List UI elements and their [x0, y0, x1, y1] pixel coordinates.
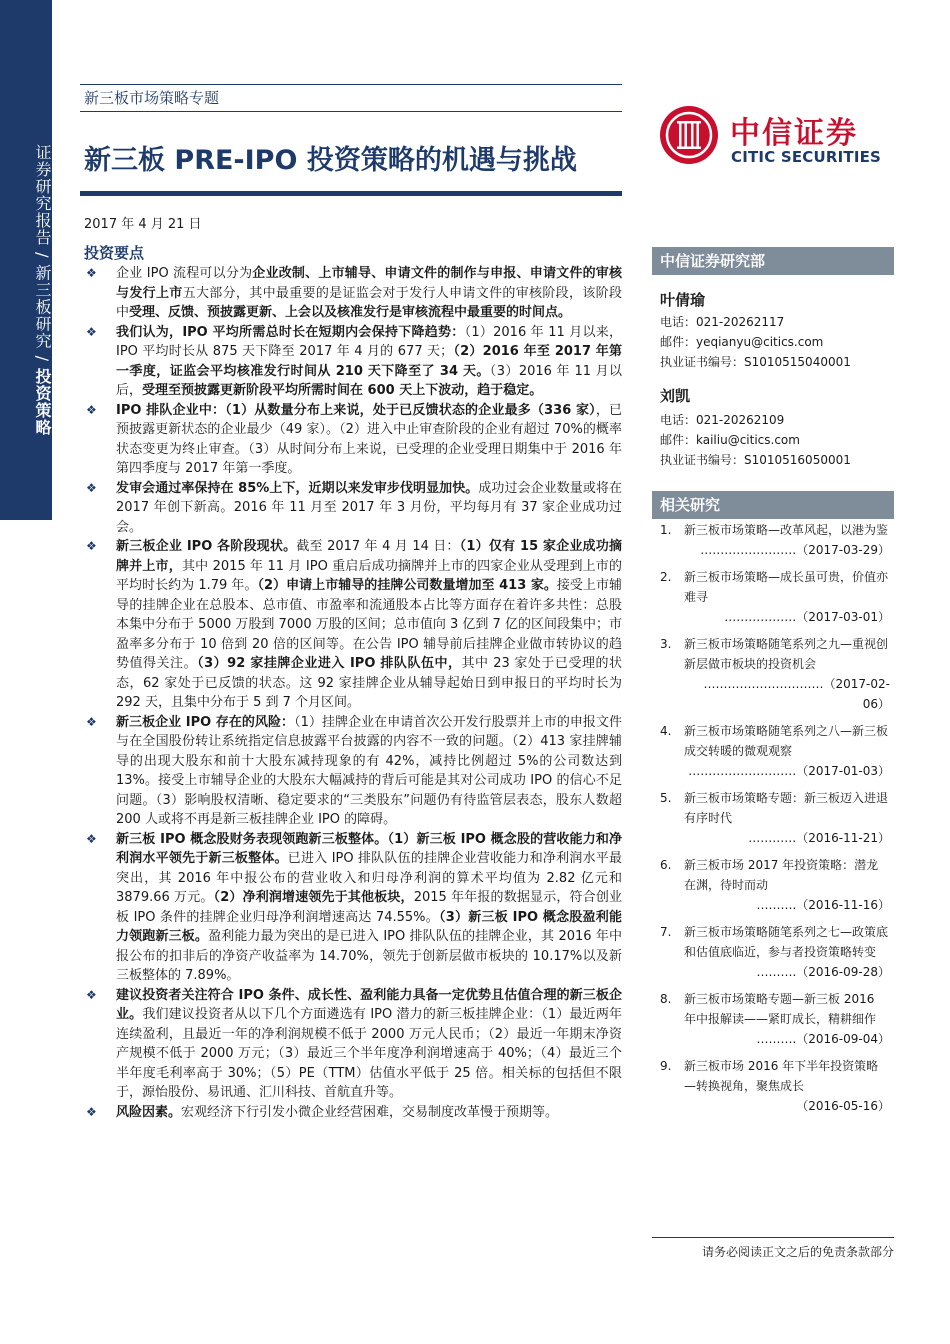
related-item[interactable]: [660, 520, 890, 560]
summary-bullet: [84, 713, 622, 830]
related-item-date: （2016-05-16）: [796, 1099, 890, 1113]
bullet-text: 企业 IPO 流程可以分为: [116, 266, 253, 281]
bullet-bold-text: 企业改制、上市辅导、申请文件的制作与申报、申请文件的审核与发行上市: [116, 266, 622, 301]
summary-bullet: [84, 1103, 622, 1123]
bullet-bold-text: 新三板 IPO 概念股财务表现领跑新三板整体。（1）新三板 IPO 概念股的营收能力和净利润水平领先于新三板整体。: [116, 831, 622, 866]
related-item-number: 7.: [660, 925, 672, 939]
related-item-title: 新三板市场策略专题—新三板 2016 年中报解读——紧盯成长，精耕细作: [684, 992, 877, 1026]
bullet-text: 盈利能力最为突出的是已进入 IPO 排队队伍的挂牌企业，其 2016 年中报公布的扣非后的净资产收益率为 14.70%，领先于创新层做市板块的 10.17%以及新三板整体的 7.89%。: [116, 929, 622, 983]
citic-logo: [658, 104, 894, 168]
related-item-date: ………………………（2017-01-03）: [688, 764, 890, 778]
diamond-bullet-icon: ❖: [86, 480, 97, 495]
bullet-text: 2015 年年报的数据显示，符合创业板 IPO 条件的挂牌企业归母净利润增速高达 74.55%。: [116, 890, 623, 925]
sidebar-part-1: 证券研究报告: [33, 143, 52, 246]
series-rule: [80, 111, 622, 112]
summary-bullet: [84, 830, 622, 986]
bullet-bold-text: （1）仅有 15 家企业成功摘牌并上市，: [116, 539, 622, 574]
summary-bullet: [84, 401, 622, 479]
bullet-bold-text: （2）申请上市辅导的挂牌公司数量增加至 413 家。: [257, 578, 557, 593]
related-item-title: 新三板市场策略随笔系列之七—政策底和估值底临近，参与者投资策略转变: [684, 925, 889, 959]
analyst-email[interactable]: 邮件：yeqianyu@citics.com: [660, 335, 824, 349]
top-rule: [80, 84, 622, 85]
related-item-date: ………………（2017-03-01）: [724, 610, 890, 624]
citic-logo-icon: [658, 104, 720, 166]
bullet-text: 其中 23 家处于已受理的状态，62 家处于已反馈的状态。这 92 家挂牌企业从辅导起始日到申报日的平均时长为 292 天，且集中分布于 5 到 7 个月区间。: [116, 656, 622, 710]
bullet-text: 成功过会企业数量或将在 2017 年创下新高。2016 年 11 月至 2017 年 3 月份，平均每月有 37 家企业成功过会。: [116, 480, 622, 535]
related-item-number: 9.: [660, 1059, 672, 1073]
series-label: 新三板市场策略专题: [84, 89, 220, 107]
summary-bullet: [84, 323, 622, 401]
related-item-date: …………………………（2017-02-06）: [703, 677, 890, 711]
related-item-title: 新三板市场策略随笔系列之九—重视创新层做市板块的投资机会: [684, 637, 889, 671]
logo-english-name: CITIC SECURITIES: [731, 148, 882, 166]
diamond-bullet-icon: ❖: [86, 539, 97, 553]
related-research-heading: 相关研究: [652, 491, 894, 519]
bullet-text: 接受上市辅导的挂牌企业在总股本、总市值、市盈率和流通股本占比等方面存在着许多共性：总股本集中分布于 5000 万股到 7000 万股的区间；总市值向 3 亿到 7 亿的区间段集中；市盈率多分布于 10 倍到 20 倍的区间等。在公告 IPO 辅导前后挂牌企业做市转协议的趋势值得关注。: [116, 578, 622, 671]
diamond-bullet-icon: ❖: [86, 1104, 97, 1119]
related-item[interactable]: [660, 788, 890, 848]
bullet-bold-text: 风险因素。: [116, 1104, 182, 1120]
bullet-bold-text: 新三板企业 IPO 各阶段现状。: [116, 539, 297, 554]
sidebar-part-3: 投资策略: [33, 368, 52, 437]
bullet-text: 五大部分，其中最重要的是证监会对于发行人申请文件的审核阶段，该阶段中: [116, 285, 622, 320]
diamond-bullet-icon: ❖: [86, 831, 97, 846]
related-item-title: 新三板市场 2016 年下半年投资策略—转换视角，聚焦成长: [684, 1059, 879, 1093]
title-rule: [80, 191, 622, 196]
diamond-bullet-icon: ❖: [86, 714, 97, 729]
related-item-number: 6.: [660, 858, 672, 872]
bullet-text: 截至 2017 年 4 月 14 日：: [296, 539, 460, 554]
bullet-bold-text: 建议投资者关注符合 IPO 条件、成长性、盈利能力具备一定优势且估值合理的新三板企业。: [116, 987, 622, 1022]
related-item-title: 新三板市场策略专题：新三板迈入进退有序时代: [684, 791, 889, 825]
summary-bullet: [84, 986, 622, 1103]
related-item-date: ……….（2016-09-28）: [756, 965, 890, 979]
related-item-number: 2.: [660, 570, 672, 584]
bullet-bold-text: （3）新三板 IPO 概念股盈利能力领跑新三板。: [116, 909, 623, 944]
related-item[interactable]: [660, 1056, 890, 1116]
bullet-text: （1）挂牌企业在申请首次公开发行股票并上市的申报文件与在全国股份转让系统指定信息披露平台披露的内容不一致的问题。（2）413 家挂牌辅导的出现大股东和前十大股东减持现象的有 42%，减持比例超过 5%的公司数达到 13%。接受上市辅导企业的大股东大幅减持的背后可能是其对公司成功 IPO 的信心不足问题。（3）影响股权清晰、稳定要求的“三类股东”问题仍有待监管层表态，股东人数超 200 人或将不再是新三板挂牌企业 IPO 的障碍。: [116, 714, 623, 827]
analyst-email[interactable]: 邮件：kailiu@citics.com: [660, 433, 800, 447]
diamond-bullet-icon: ❖: [86, 987, 97, 1002]
related-item[interactable]: [660, 567, 890, 627]
summary-bullet: [84, 479, 622, 538]
related-item[interactable]: [660, 855, 890, 915]
related-item-date: ……………………（2017-03-29）: [700, 543, 890, 557]
bullet-text: 我们建议投资者从以下几个方面遴选有 IPO 潜力的新三板挂牌企业：（1）最近两年连续盈利，且最近一年的净利润规模不低于 2000 万元人民币；（2）最近一年期末净资产规模不低于 2000 万元；（3）最近三个半年度净利润增速高于 40%；（4）最近三个半年度毛利率高于 30%；（5）PE（TTM）估值水平低于 25 倍。相关标的包括但不限于，源怡股份、易讯通、汇川科技、首航直升等。: [116, 1007, 622, 1100]
analyst-name: 刘凯: [660, 387, 691, 405]
research-dept-heading: 中信证券研究部: [652, 247, 894, 275]
page-title: 新三板 PRE-IPO 投资策略的机遇与挑战: [84, 145, 577, 176]
related-item[interactable]: [660, 721, 890, 781]
related-item-title: 新三板市场策略—改革风起，以港为鉴: [684, 523, 889, 537]
related-item-title: 新三板市场策略随笔系列之八—新三板成交转暖的微观观察: [684, 724, 889, 758]
related-item-title: 新三板市场策略—成长虽可贵，价值亦难寻: [684, 570, 889, 604]
bullet-text: ，已预披露更新状态的企业最少（49 家）。（2）进入中止审查阶段的企业有超过 70%的概率状态变更为终止审查。（3）从时间分布上来说，已受理的企业受理日期集中于 2016 年第四季度与 2017 年第一季度。: [116, 402, 622, 476]
bullet-text: （1）2016 年 11 月以来，IPO 平均时长从 875 天下降至 2017 年 4 月的 677 天；: [116, 324, 622, 359]
report-date: 2017 年 4 月 21 日: [84, 217, 202, 232]
diamond-bullet-icon: ❖: [86, 266, 97, 280]
analyst-phone: 电话：021-20262117: [660, 315, 785, 329]
related-item-title: 新三板市场 2017 年投资策略：潜龙在渊，待时而动: [684, 858, 879, 892]
footer-rule: [652, 1237, 894, 1238]
related-item-number: 5.: [660, 791, 672, 805]
related-item[interactable]: [660, 922, 890, 982]
sidebar-sep-2: /: [33, 349, 52, 369]
logo-chinese-name: 中信证券: [730, 116, 858, 151]
bullet-text: 已进入 IPO 排队队伍的挂牌企业营收能力和净利润水平最突出，其 2016 年中报公布的营业收入和归母净利润的算术平均值为 2.82 亿元和 3879.66 万元。: [116, 851, 622, 905]
bullet-text: 其中 2015 年 11 月 IPO 重启后成功摘牌并上市的四家企业从受理到上市的平均时长约为 1.79 年。: [116, 558, 622, 593]
related-item[interactable]: [660, 989, 890, 1049]
analyst-contact: [660, 312, 851, 372]
summary-list: [84, 264, 622, 1122]
sidebar-part-2: 新三板研究: [33, 264, 52, 350]
related-item-number: 3.: [660, 637, 672, 651]
bullet-bold-text: 新三板企业 IPO 存在的风险：: [116, 714, 295, 730]
summary-heading: 投资要点: [84, 244, 145, 262]
related-research-list: [660, 520, 890, 1123]
analyst-name: 叶倩瑜: [660, 291, 706, 309]
analyst-contact: [660, 410, 851, 470]
related-item-number: 1.: [660, 523, 672, 537]
analyst-cert: 执业证书编号：S1010516050001: [660, 453, 851, 467]
related-item[interactable]: [660, 634, 890, 714]
sidebar-band: [0, 0, 52, 520]
summary-bullet: [84, 537, 622, 713]
diamond-bullet-icon: ❖: [86, 402, 97, 417]
bullet-bold-text: 受理、反馈、预披露更新、上会以及核准发行是审核流程中最重要的时间点。: [129, 305, 572, 320]
diamond-bullet-icon: ❖: [86, 324, 97, 339]
analyst-cert: 执业证书编号：S1010515040001: [660, 355, 851, 369]
related-item-number: 4.: [660, 724, 672, 738]
sidebar-category-text: [0, 60, 52, 520]
bullet-bold-text: （3）92 家挂牌企业进入 IPO 排队队伍中，: [197, 656, 462, 671]
sidebar-sep-1: /: [33, 245, 52, 265]
summary-bullet: [84, 264, 622, 323]
bullet-bold-text: （2）2016 年至 2017 年第一季度，证监会平均核准发行时间从 210 天下降至了 34 天。: [116, 344, 622, 379]
analyst-phone: 电话：021-20262109: [660, 413, 785, 427]
bullet-text: 宏观经济下行引发小微企业经营困难，交易制度改革慢于预期等。: [181, 1104, 559, 1120]
related-item-date: ……….（2016-11-16）: [756, 898, 890, 912]
bullet-bold-text: IPO 排队企业中：（1）从数量分布上来说，处于已反馈状态的企业最多（336 家）: [116, 402, 596, 418]
related-item-number: 8.: [660, 992, 672, 1006]
bullet-bold-text: （2）净利润增速领先于其他板块，: [213, 890, 414, 905]
bullet-text: （3）2016 年 11 月以后，: [116, 363, 622, 398]
related-item-date: …………（2016-11-21）: [748, 831, 890, 845]
footer-disclaimer: 请务必阅读正文之后的免责条款部分: [701, 1245, 894, 1259]
related-item-date: ……….（2016-09-04）: [756, 1032, 890, 1046]
bullet-bold-text: 发审会通过率保持在 85%上下，近期以来发审步伐明显加快。: [116, 480, 479, 496]
bullet-bold-text: 我们认为，IPO 平均所需总时长在短期内会保持下降趋势：: [116, 324, 465, 340]
bullet-bold-text: 受理至预披露更新阶段平均所需时间在 600 天上下波动，趋于稳定。: [142, 383, 543, 398]
